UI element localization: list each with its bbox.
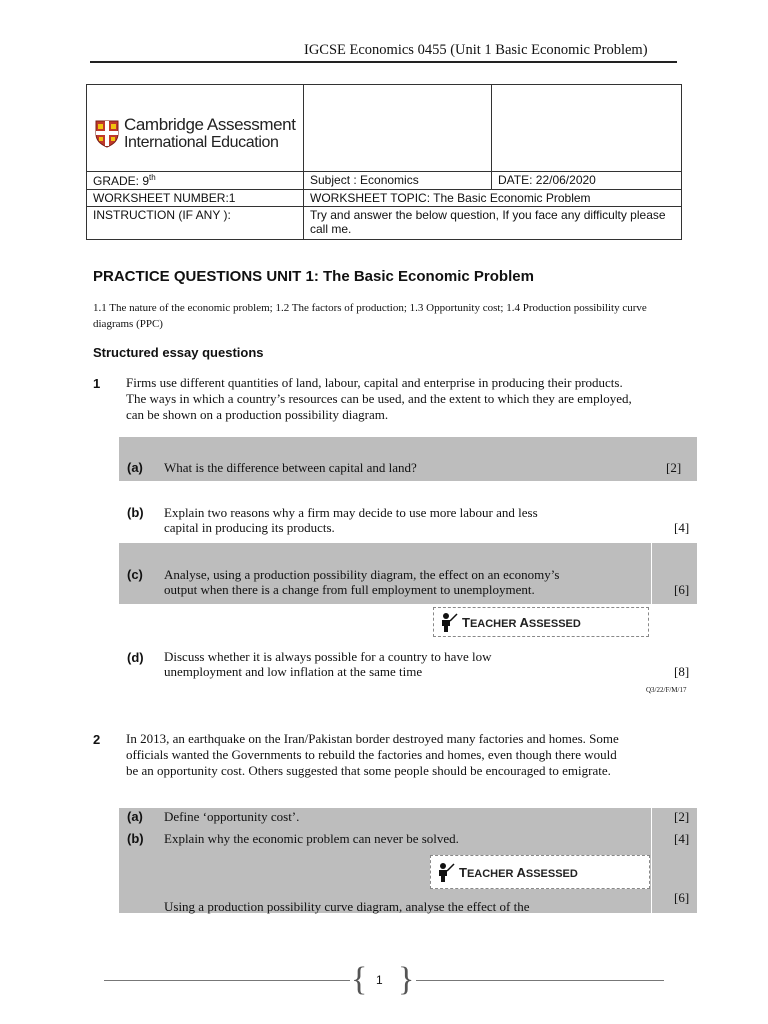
footer-brace-left: { xyxy=(351,961,368,998)
question-1-number: 1 xyxy=(93,376,101,391)
question-1d-text-line2: unemployment and low inflation at the same time xyxy=(164,664,423,679)
question-1-reference: Q3/22/F/M/17 xyxy=(646,686,687,694)
question-1c-text-line2: output when there is a change from full employment to unemployment. xyxy=(164,582,535,597)
date-cell: DATE: 22/06/2020 xyxy=(492,172,682,190)
worksheet-number-cell: WORKSHEET NUMBER:1 xyxy=(87,190,304,207)
question-1d-label: (d) xyxy=(127,650,144,665)
logo-line-1: Cambridge Assessment xyxy=(124,115,296,134)
section-heading: Structured essay questions xyxy=(93,345,264,360)
question-2c-marks: [6] xyxy=(674,890,690,905)
question-1d-marks: [8] xyxy=(674,664,690,679)
teacher-assessed-badge: TEACHER ASSESSED xyxy=(433,607,649,637)
subject-cell: Subject : Economics xyxy=(304,172,492,190)
header-rule xyxy=(90,61,677,63)
question-2-stem: In 2013, an earthquake on the Iran/Pakistan border destroyed many factories and homes. Some officials wanted the Governments to rebuild the factories and homes, even though there would be an opportunity cost. Others suggested that some people should be encouraged to emigrate. xyxy=(126,731,619,778)
instruction-text-cell: Try and answer the below question, If you face any difficulty please call me. xyxy=(304,207,682,240)
question-1c-marks: [6] xyxy=(674,582,690,597)
question-1b-label: (b) xyxy=(127,505,144,520)
question-1b-text-line1: Explain two reasons why a firm may decide to use more labour and less xyxy=(164,505,538,520)
teacher-assessed-badge: TEACHER ASSESSED xyxy=(430,855,650,889)
question-2a-marks: [2] xyxy=(674,809,690,824)
question-2b-text: Explain why the economic problem can never be solved. xyxy=(164,831,459,846)
question-1a-text: What is the difference between capital and land? xyxy=(164,460,417,475)
logo-line-2: International Education xyxy=(124,134,279,151)
worksheet-topic-cell: WORKSHEET TOPIC: The Basic Economic Problem xyxy=(304,190,682,207)
instruction-label-cell: INSTRUCTION (IF ANY ): xyxy=(87,207,304,240)
grade-cell: GRADE: 9th xyxy=(87,172,304,190)
question-1d-text-line1: Discuss whether it is always possible for a country to have low xyxy=(164,649,492,664)
info-table xyxy=(86,84,682,240)
blank-cell xyxy=(492,85,682,172)
column-divider xyxy=(651,543,652,604)
topic-subtitle: 1.1 The nature of the economic problem; 1.2 The factors of production; 1.3 Opportunity cost; 1.4 Production possibility curve diagrams (PPC) xyxy=(93,302,647,330)
column-divider xyxy=(651,808,652,913)
question-1c-label: (c) xyxy=(127,567,143,582)
question-2-number: 2 xyxy=(93,732,101,747)
question-2a-label: (a) xyxy=(127,809,143,824)
running-header: IGCSE Economics 0455 (Unit 1 Basic Economic Problem) xyxy=(304,42,648,58)
page-title: PRACTICE QUESTIONS UNIT 1: The Basic Economic Problem xyxy=(93,268,534,285)
question-1a-label: (a) xyxy=(127,460,143,475)
cambridge-logo xyxy=(95,116,296,152)
question-1c-text-line1: Analyse, using a production possibility diagram, the effect on an economy’s xyxy=(164,567,560,582)
blank-cell xyxy=(304,85,492,172)
footer-rule-right xyxy=(416,980,664,981)
teacher-icon xyxy=(440,612,458,632)
page-number: 1 xyxy=(376,973,383,987)
footer-brace-right: } xyxy=(398,961,415,998)
question-1b-text-line2: capital in producing its products. xyxy=(164,520,335,535)
question-2c-text: Using a production possibility curve diagram, analyse the effect of the xyxy=(164,899,530,914)
question-1a-marks: [2] xyxy=(666,460,682,475)
question-2b-label: (b) xyxy=(127,831,144,846)
footer-rule-left xyxy=(104,980,350,981)
question-1b-marks: [4] xyxy=(674,520,690,535)
teacher-icon xyxy=(437,862,455,882)
question-2b-marks: [4] xyxy=(674,831,690,846)
question-2a-text: Define ‘opportunity cost’. xyxy=(164,809,300,824)
cambridge-shield-icon xyxy=(95,120,119,148)
question-1-stem: Firms use different quantities of land, labour, capital and enterprise in producing their products. The ways in which a country’s resources can be used, and the extent to which they are employed, can be shown on a production possibility diagram. xyxy=(126,375,632,422)
